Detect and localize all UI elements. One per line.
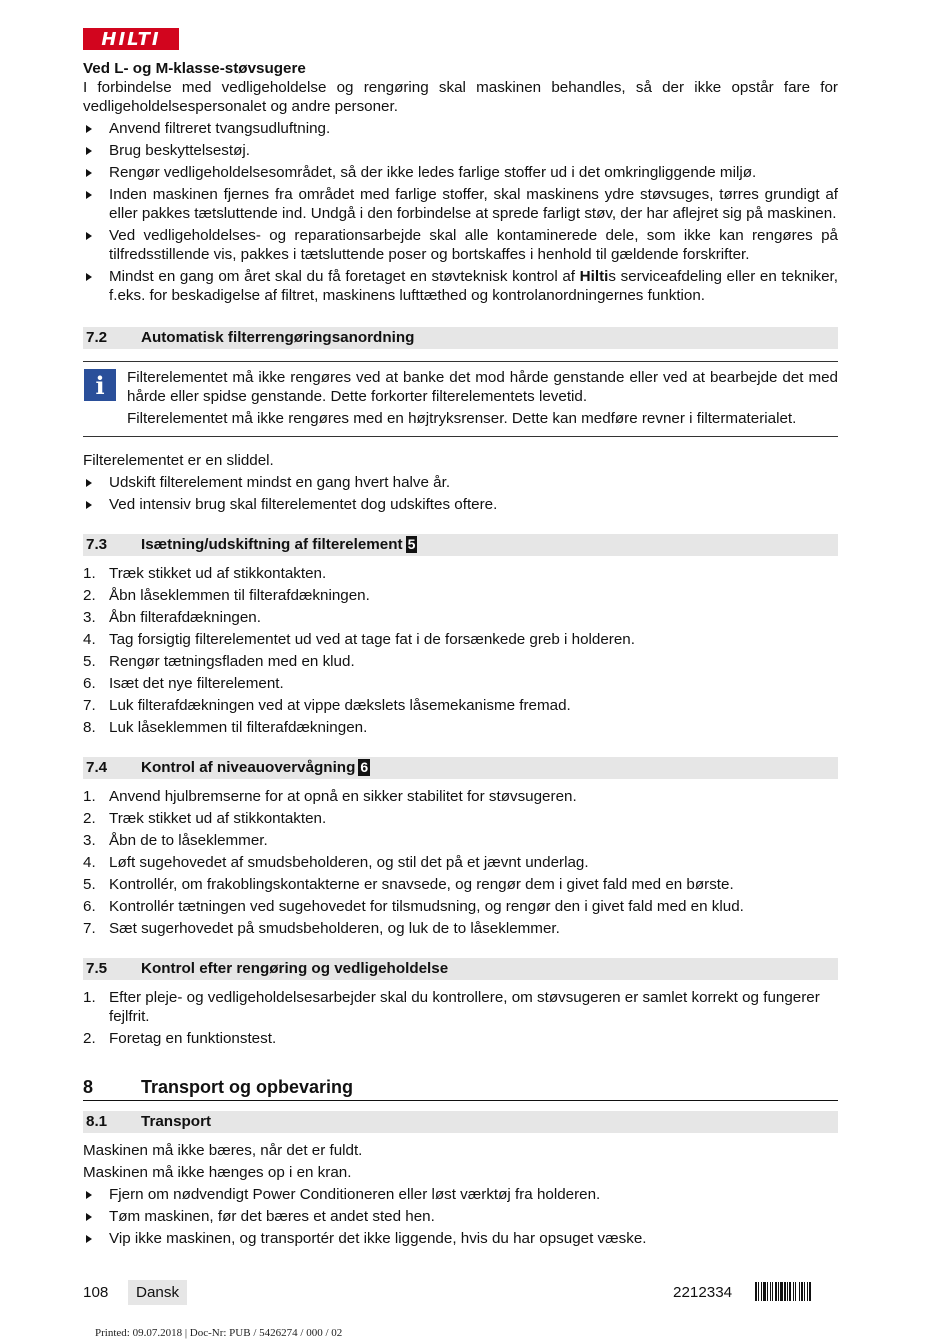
intro-heading: Ved L- og M-klasse-støvsugere [83, 60, 306, 77]
list-item: Ved intensiv brug skal filterelementet dog udskiftes oftere. [83, 495, 838, 514]
list-item: 1. Efter pleje- og vedligeholdelsesarbejder skal du kontrollere, om støvsugeren er samlet korrekt og fungerer fejlfrit. [83, 989, 820, 1025]
list-item: 2. Foretag en funktionstest. [83, 1030, 277, 1047]
page-number: 108 [83, 1284, 109, 1301]
list-item: Rengør vedligeholdelsesområdet, så der ikke ledes farlige stoffer ud i det omkringliggende miljø. [83, 163, 838, 182]
step-text: Tag forsigtig filterelementet ud ved at tage fat i de forsænkede greb i holderen. [109, 631, 635, 648]
section-number: 7.3 [86, 536, 108, 553]
list-item: 7. Sæt sugerhovedet på smudsbeholderen, og luk de to låseklemmer. [83, 920, 560, 937]
list-item: Inden maskinen fjernes fra området med farlige stoffer, skal maskinens ydre støvsuges, tørres grundigt af eller pakkes tætsluttende ind. Undgå i den forbindelse at sprede farligt støv, der har aflejret sig på maskinen. [83, 185, 838, 223]
note-text: Filterelementet må ikke rengøres med en højtryksrenser. Dette kan medføre revner i filtermaterialet. [127, 410, 797, 427]
info-icon [84, 369, 116, 401]
intro-bullets [83, 119, 838, 305]
section-title [141, 757, 370, 779]
list-item: Vip ikke maskinen, og transportér det ikke liggende, hvis du har opsuget væske. [83, 1229, 838, 1248]
paragraph: Maskinen må ikke hænges op i en kran. [83, 1164, 352, 1181]
figure-reference: 5 [407, 536, 416, 552]
step-text: Træk stikket ud af stikkontakten. [109, 565, 327, 582]
step-text: Anvend hjulbremserne for at opnå en sikker stabilitet for støvsugeren. [109, 788, 577, 805]
section-heading-7-2 [83, 327, 838, 349]
paragraph: Filterelementet er en sliddel. [83, 452, 274, 469]
step-text: Træk stikket ud af stikkontakten. [109, 810, 327, 827]
step-text: Kontrollér tætningen ved sugehovedet for tilsmudsning, og rengør den i givet fald med en klud. [109, 898, 744, 915]
step-text: Kontrollér, om frakoblingskontakterne er snavsede, og rengør dem i givet fald med en børste. [109, 876, 734, 893]
step-text: Isæt det nye filterelement. [109, 675, 284, 692]
language-label: Dansk [128, 1280, 187, 1305]
section-title: Transport [141, 1113, 212, 1130]
section-number: 7.2 [86, 329, 108, 346]
steps-list [83, 988, 838, 1048]
section-heading-7-3 [83, 534, 838, 556]
barcode [755, 1282, 838, 1301]
section-number: 7.5 [86, 960, 108, 977]
section-number: 7.4 [86, 759, 108, 776]
chapter-number: 8 [83, 1077, 94, 1097]
step-text: Luk filterafdækningen ved at vippe dækslets låsemekanisme fremad. [109, 697, 571, 714]
section-title: Automatisk filterrengøringsanordning [141, 329, 415, 346]
step-text: Åbn filterafdækningen. [109, 609, 261, 626]
list-item: Tøm maskinen, før det bæres et andet sted hen. [83, 1207, 838, 1226]
list-item: Brug beskyttelsestøj. [83, 141, 838, 160]
hilti-logo [83, 28, 179, 50]
list-item: 2. Træk stikket ud af stikkontakten. [83, 810, 327, 827]
section-title-text: Isætning/udskiftning af filterelement [141, 536, 403, 553]
list-item: 1. Træk stikket ud af stikkontakten. [83, 565, 327, 582]
section-number: 8.1 [86, 1113, 108, 1130]
list-item: Ved vedligeholdelses- og reparationsarbejde skal alle kontaminerede dele, som ikke kan rengøres på tilfredsstillende vis, pakkes i tætsluttende poser og bortskaffes i henhold til gældende forskrifter. [83, 226, 838, 264]
list-item: 6. Kontrollér tætningen ved sugehovedet for tilsmudsning, og rengør den i givet fald med en klud. [83, 898, 744, 915]
logo-text: HILTI [101, 28, 161, 50]
section-title [141, 534, 417, 556]
page-content [83, 59, 838, 1248]
document-code: 2212334 [673, 1284, 733, 1301]
list-item: 6. Isæt det nye filterelement. [83, 675, 284, 692]
info-note [83, 361, 838, 437]
list-item [83, 267, 838, 305]
list-item: Anvend filtreret tvangsudluftning. [83, 119, 838, 138]
list-item: 4. Løft sugehovedet af smudsbeholderen, og stil det på et jævnt underlag. [83, 854, 589, 871]
list-item: 3. Åbn filterafdækningen. [83, 609, 261, 626]
step-text: Luk låseklemmen til filterafdækningen. [109, 719, 368, 736]
steps-list [83, 564, 838, 737]
info-icon-glyph: i [95, 370, 105, 400]
section-heading-7-4 [83, 757, 838, 779]
list-item: 5. Kontrollér, om frakoblingskontakterne er snavsede, og rengør dem i givet fald med en børste. [83, 876, 734, 893]
list-item: Fjern om nødvendigt Power Conditioneren eller løst værktøj fra holderen. [83, 1185, 838, 1204]
chapter-title: Transport og opbevaring [141, 1077, 354, 1097]
list-item: 1. Anvend hjulbremserne for at opnå en sikker stabilitet for støvsugeren. [83, 788, 577, 805]
step-text: Rengør tætningsfladen med en klud. [109, 653, 355, 670]
step-text: Efter pleje- og vedligeholdelsesarbejder skal du kontrollere, om støvsugeren er samlet korrekt og fungerer fejlfrit. [109, 989, 820, 1025]
brand-name: Hilti [579, 268, 609, 285]
list-item: 3. Åbn de to låseklemmer. [83, 832, 268, 849]
section-title: Kontrol efter rengøring og vedligeholdelse [141, 960, 449, 977]
step-text: Foretag en funktionstest. [109, 1030, 277, 1047]
list-item: 2. Åbn låseklemmen til filterafdækningen. [83, 587, 370, 604]
steps-list [83, 787, 838, 938]
chapter-heading-8 [83, 1074, 838, 1101]
paragraph: Maskinen må ikke bæres, når det er fuldt. [83, 1142, 363, 1159]
section-heading-8-1 [83, 1111, 838, 1133]
list-item: 4. Tag forsigtig filterelementet ud ved at tage fat i de forsænkede greb i holderen. [83, 631, 635, 648]
figure-reference: 6 [360, 759, 369, 775]
step-text: Åbn de to låseklemmer. [109, 832, 268, 849]
print-info: Printed: 09.07.2018 | Doc-Nr: PUB / 5426274 / 000 / 02 [95, 1327, 343, 1339]
note-text: Filterelementet må ikke rengøres ved at banke det mod hårde genstande eller ved at bearbejde det med hårde eller spidse genstande. Dette forkorter filterelementets levetid. [127, 369, 838, 405]
step-text: Løft sugehovedet af smudsbeholderen, og stil det på et jævnt underlag. [109, 854, 589, 871]
list-item: Udskift filterelement mindst en gang hvert halve år. [83, 473, 838, 492]
bullet-text: Mindst en gang om året skal du få foretaget en støvteknisk kontrol af [109, 268, 580, 285]
step-text: Åbn låseklemmen til filterafdækningen. [109, 587, 370, 604]
list-item: 5. Rengør tætningsfladen med en klud. [83, 653, 355, 670]
section-heading-7-5 [83, 958, 838, 980]
intro-paragraph: I forbindelse med vedligeholdelse og rengøring skal maskinen behandles, så der ikke opstår fare for vedligeholdelsespersonalet og andre personer. [83, 79, 838, 115]
section-title-text: Kontrol af niveauovervågning [141, 759, 356, 776]
list-item: 8. Luk låseklemmen til filterafdækningen. [83, 719, 368, 736]
list-item: 7. Luk filterafdækningen ved at vippe dækslets låsemekanisme fremad. [83, 697, 571, 714]
bullet-text: s serviceafdeling eller en tekniker, f.eks. for beskadigelse af filtret, maskinens lufttæthed og kontrolanordningernes funktion. [109, 268, 838, 304]
step-text: Sæt sugerhovedet på smudsbeholderen, og luk de to låseklemmer. [109, 920, 560, 937]
